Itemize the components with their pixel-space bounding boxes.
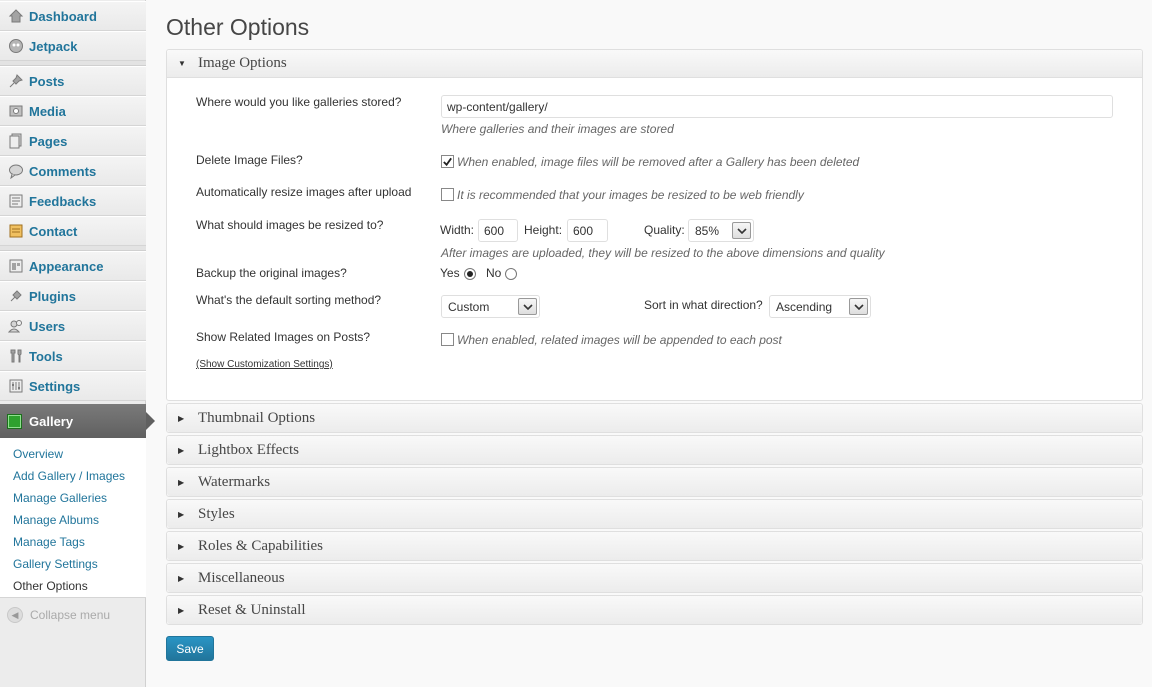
menu-label: Media: [29, 103, 66, 119]
menu-label: Feedbacks: [29, 193, 97, 209]
menu-media[interactable]: [0, 96, 146, 126]
quality-label: Quality:: [644, 223, 685, 237]
menu-label: Users: [29, 318, 66, 334]
comment-icon: [7, 163, 24, 180]
chevron-down-icon: [732, 222, 751, 239]
collapsed-triangle-icon: ▶: [178, 509, 185, 519]
menu-label: Gallery: [29, 413, 74, 429]
menu-jetpack[interactable]: [0, 31, 146, 61]
section-title: Lightbox Effects: [198, 441, 299, 458]
section-roles-capabilities: [166, 531, 1143, 561]
section-image-options: [166, 49, 1143, 401]
section-header-thumbnail-options[interactable]: [167, 404, 1142, 432]
submenu-add-gallery[interactable]: Add Gallery / Images: [13, 469, 126, 483]
menu-label: Posts: [29, 73, 65, 89]
auto-resize-desc: It is recommended that your images be resized to be web friendly: [457, 188, 804, 202]
section-title: Roles & Capabilities: [198, 537, 323, 554]
collapsed-triangle-icon: ▶: [178, 413, 185, 423]
collapse-arrow-icon: ◀: [7, 607, 23, 623]
menu-feedbacks[interactable]: [0, 186, 146, 216]
pin-icon: [7, 73, 24, 90]
resize-desc: After images are uploaded, they will be resized to the above dimensions and quality: [441, 246, 885, 260]
menu-label: Tools: [29, 348, 63, 364]
height-input[interactable]: [567, 219, 608, 242]
section-header-image-options[interactable]: [167, 50, 1142, 78]
quality-select[interactable]: [688, 219, 754, 242]
section-title: Reset & Uninstall: [198, 601, 306, 618]
submenu-overview[interactable]: Overview: [13, 447, 64, 461]
submenu-manage-albums[interactable]: Manage Albums: [13, 513, 100, 527]
section-header-styles[interactable]: [167, 500, 1142, 528]
related-checkbox[interactable]: [441, 333, 454, 346]
delete-files-checkbox[interactable]: [441, 155, 454, 168]
menu-label: Dashboard: [29, 8, 97, 24]
feedback-icon: [7, 193, 24, 210]
submenu-manage-galleries[interactable]: Manage Galleries: [13, 491, 108, 505]
backup-no-label: No: [486, 266, 502, 280]
menu-label: Contact: [29, 223, 78, 239]
chevron-down-icon: [518, 298, 537, 315]
gallery-icon: [7, 414, 22, 429]
direction-label: Sort in what direction?: [644, 298, 763, 312]
appearance-icon: [7, 258, 24, 275]
page-title: Other Options: [166, 14, 310, 40]
menu-label: Settings: [29, 378, 81, 394]
section-miscellaneous: [166, 563, 1143, 593]
menu-contact[interactable]: [0, 216, 146, 246]
checkmark-icon: [442, 156, 453, 168]
menu-settings[interactable]: [0, 371, 146, 401]
sorting-select[interactable]: [441, 295, 540, 318]
menu-gallery[interactable]: [0, 404, 146, 438]
menu-users[interactable]: [0, 311, 146, 341]
dashboard-icon: [7, 8, 24, 25]
main-content: [147, 0, 1152, 687]
plugin-icon: [7, 288, 24, 305]
section-thumbnail-options: [166, 403, 1143, 433]
delete-files-desc: When enabled, image files will be removed after a Gallery has been deleted: [457, 155, 860, 169]
section-watermarks: [166, 467, 1143, 497]
related-label: Show Related Images on Posts?: [196, 330, 371, 344]
show-customization-link[interactable]: (Show Customization Settings): [196, 359, 333, 370]
backup-yes-label: Yes: [440, 266, 460, 280]
collapse-label: Collapse menu: [30, 608, 111, 622]
menu-label: Jetpack: [29, 38, 78, 54]
gallery-submenu: [0, 438, 146, 598]
section-title: Styles: [198, 505, 235, 522]
collapsed-triangle-icon: ▶: [178, 477, 185, 487]
collapsed-triangle-icon: ▶: [178, 541, 185, 551]
sorting-value: Custom: [448, 299, 490, 314]
section-header-watermarks[interactable]: [167, 468, 1142, 496]
width-label: Width:: [440, 223, 475, 237]
gallery-path-label: Where would you like galleries stored?: [196, 95, 402, 109]
collapsed-triangle-icon: ▶: [178, 605, 185, 615]
jetpack-icon: [7, 38, 24, 55]
admin-sidebar: [0, 0, 146, 687]
users-icon: [7, 318, 24, 335]
direction-select[interactable]: [769, 295, 871, 318]
section-header-miscellaneous[interactable]: [167, 564, 1142, 592]
auto-resize-checkbox[interactable]: [441, 188, 454, 201]
section-lightbox-effects: [166, 435, 1143, 465]
menu-tools[interactable]: [0, 341, 146, 371]
auto-resize-label: Automatically resize images after upload: [196, 185, 412, 199]
pages-icon: [7, 133, 24, 150]
submenu-gallery-settings[interactable]: Gallery Settings: [13, 557, 98, 571]
save-button[interactable]: Save: [166, 636, 214, 661]
menu-pages[interactable]: [0, 126, 146, 156]
collapsed-triangle-icon: ▶: [178, 445, 185, 455]
submenu-manage-tags[interactable]: Manage Tags: [13, 535, 85, 549]
section-header-roles-capabilities[interactable]: [167, 532, 1142, 560]
gallery-path-desc: Where galleries and their images are stored: [441, 122, 674, 136]
width-input[interactable]: [478, 219, 518, 242]
quality-value: 85%: [695, 223, 720, 238]
section-title: Image Options: [198, 55, 287, 71]
direction-value: Ascending: [776, 299, 833, 314]
menu-label: Comments: [29, 163, 97, 179]
menu-label: Plugins: [29, 288, 76, 304]
menu-plugins[interactable]: [0, 281, 146, 311]
chevron-down-icon: [849, 298, 868, 315]
media-icon: [7, 103, 24, 120]
section-title: Watermarks: [198, 473, 271, 490]
gallery-path-input[interactable]: [441, 95, 1113, 118]
related-desc: When enabled, related images will be appended to each post: [457, 333, 782, 347]
backup-no-radio[interactable]: [505, 268, 517, 280]
backup-yes-radio[interactable]: [464, 268, 476, 280]
tools-icon: [7, 348, 24, 365]
collapsed-triangle-icon: ▶: [178, 573, 185, 583]
collapse-menu[interactable]: [7, 607, 110, 623]
menu-label: Pages: [29, 133, 68, 149]
delete-files-label: Delete Image Files?: [196, 153, 303, 167]
settings-icon: [7, 378, 24, 395]
section-title: Miscellaneous: [198, 569, 285, 586]
section-header-lightbox-effects[interactable]: [167, 436, 1142, 464]
menu-posts[interactable]: [0, 66, 146, 96]
menu-label: Appearance: [29, 258, 104, 274]
backup-label: Backup the original images?: [196, 266, 347, 280]
expanded-triangle-icon: ▼: [178, 59, 186, 68]
menu-appearance[interactable]: [0, 251, 146, 281]
height-label: Height:: [524, 223, 563, 237]
sorting-label: What's the default sorting method?: [196, 293, 382, 307]
menu-dashboard[interactable]: [0, 1, 146, 31]
section-reset-uninstall: [166, 595, 1143, 625]
resize-to-label: What should images be resized to?: [196, 218, 384, 232]
menu-comments[interactable]: [0, 156, 146, 186]
section-title: Thumbnail Options: [198, 409, 316, 426]
contact-icon: [7, 223, 24, 240]
submenu-other-options[interactable]: Other Options: [13, 579, 88, 593]
section-styles: [166, 499, 1143, 529]
section-header-reset-uninstall[interactable]: [167, 596, 1142, 624]
